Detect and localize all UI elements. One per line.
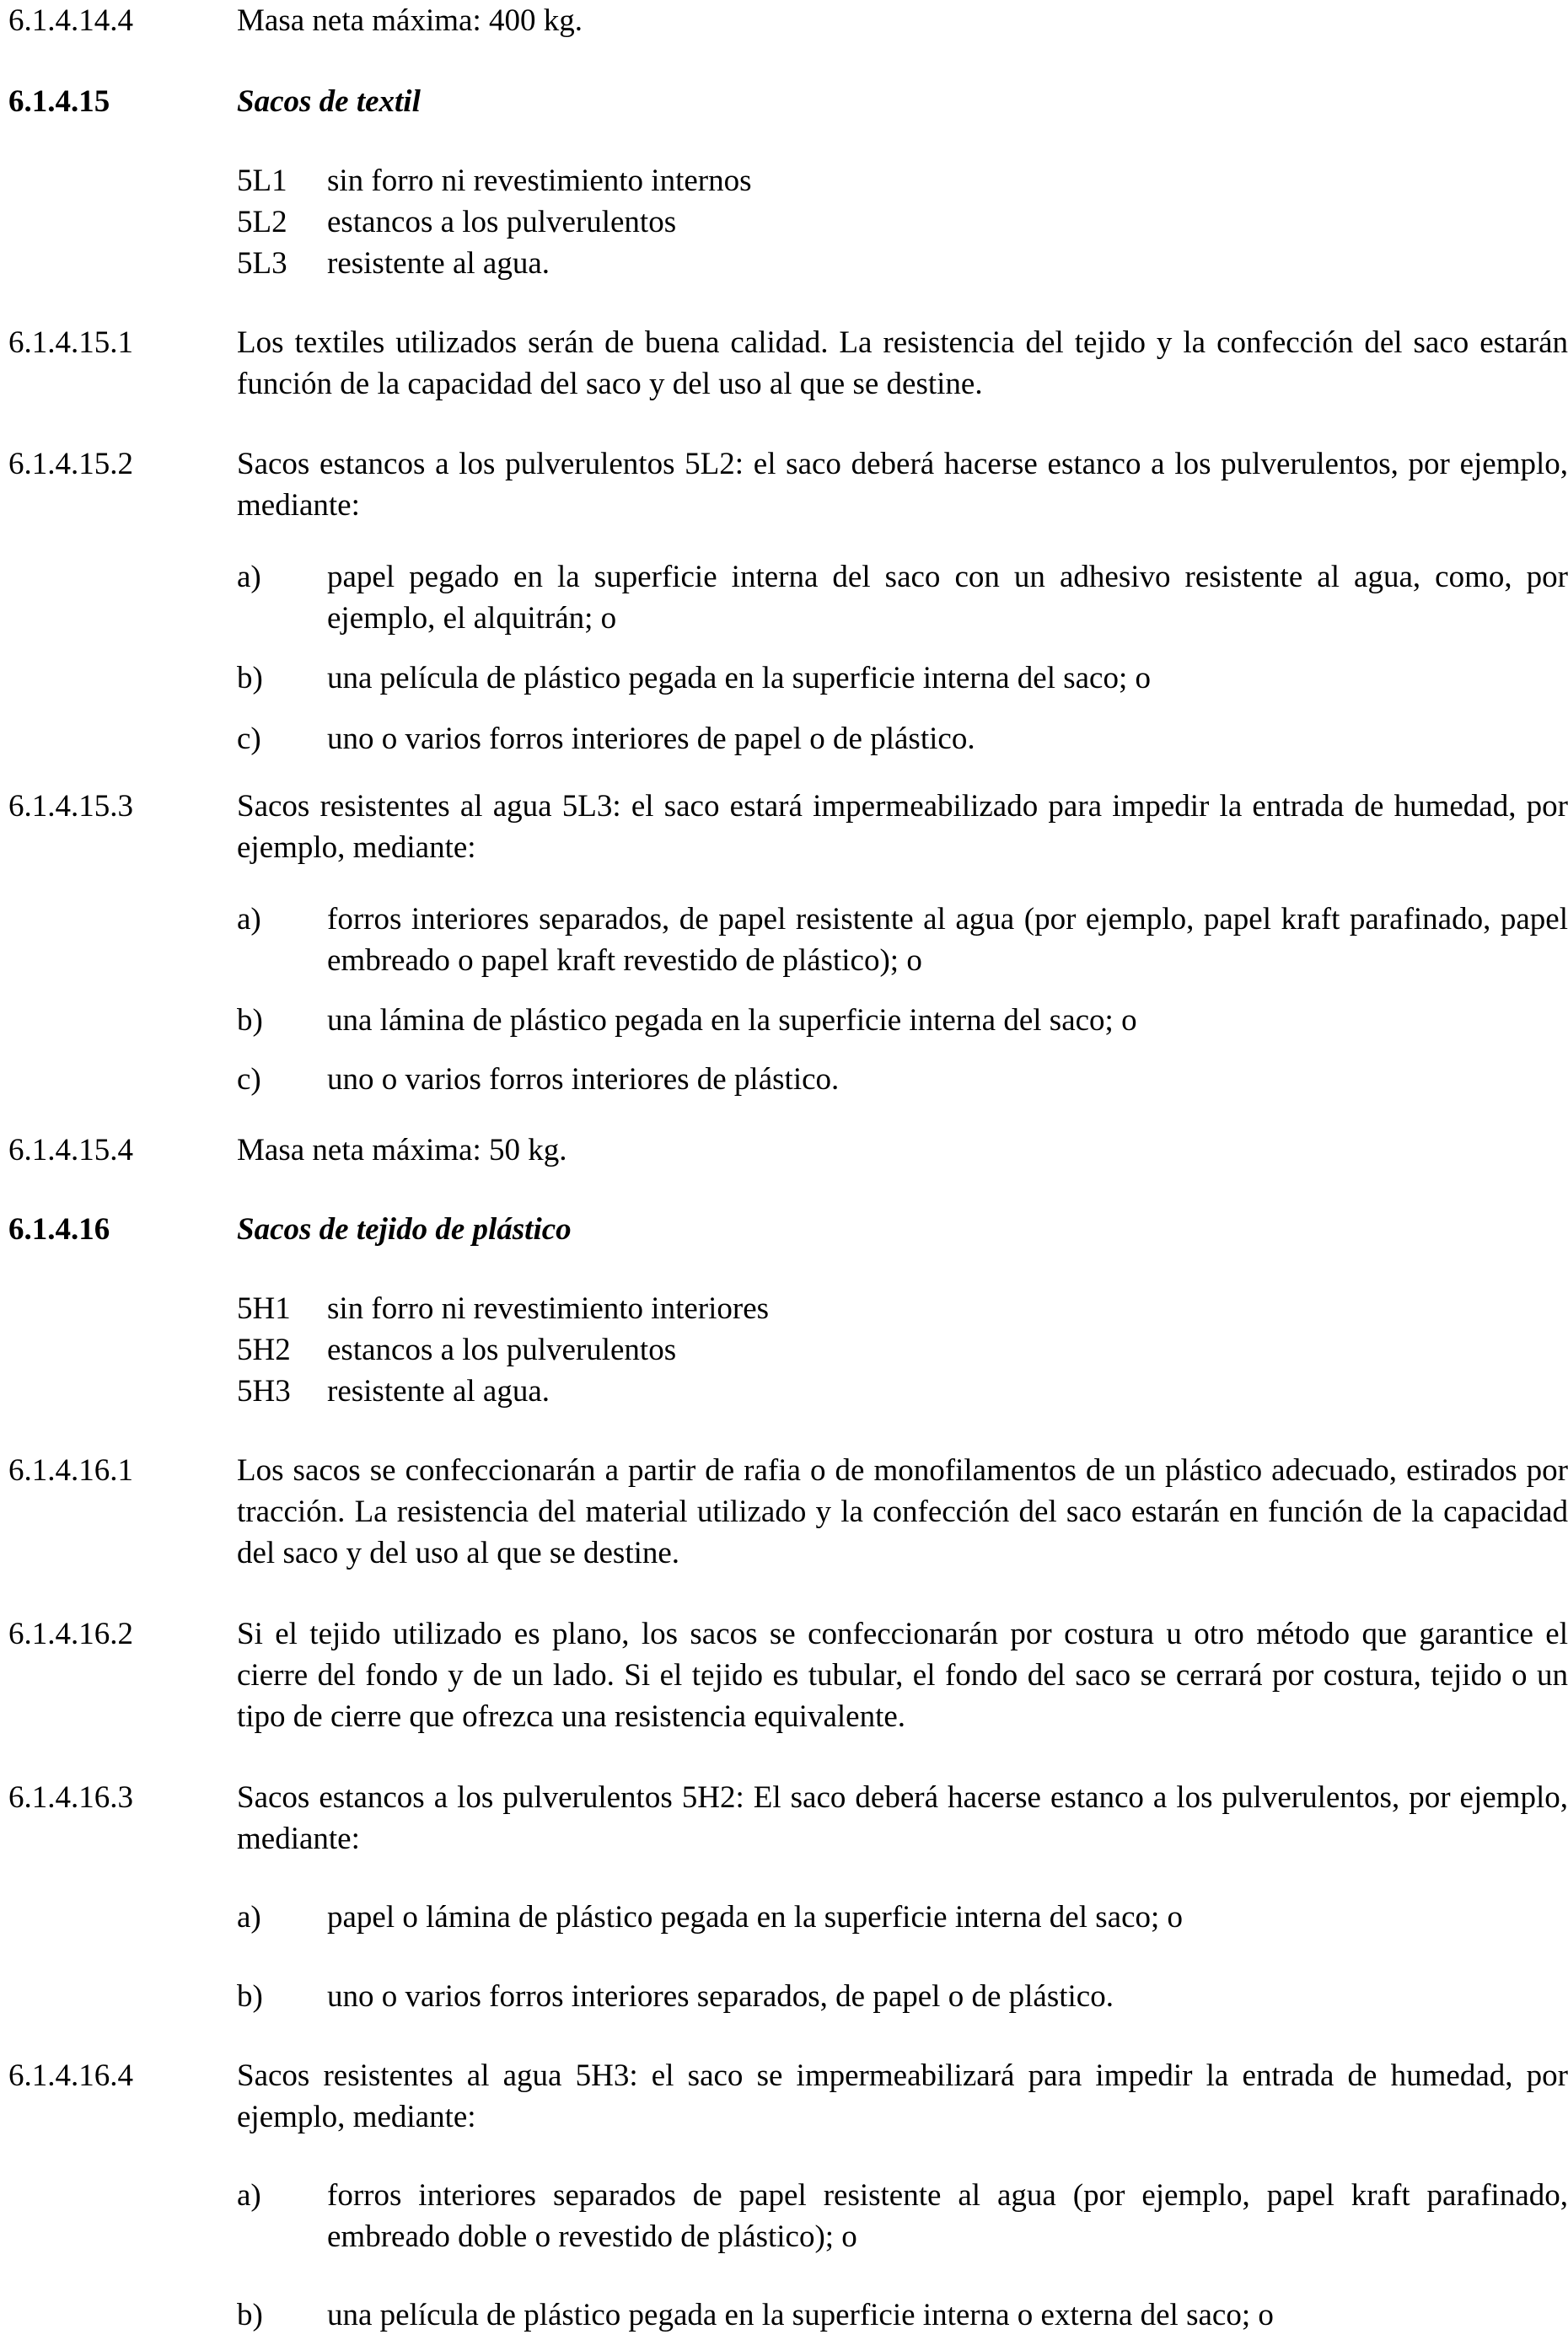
list-item-text: papel pegado en la superficie interna del saco con un adhesivo resistente al agua, como, por ejemplo, el alquitrán; o	[327, 560, 1568, 636]
code-description: resistente al agua.	[327, 246, 550, 281]
code-description: resistente al agua.	[327, 1374, 550, 1409]
list-item-text: una lámina de plástico pegada en la superficie interna del saco; o	[327, 1003, 1137, 1038]
list-item-text: papel o lámina de plástico pegada en la superficie interna del saco; o	[327, 1900, 1184, 1935]
code-label: 5H1	[237, 1291, 291, 1326]
paragraph-text: Si el tejido utilizado es plano, los sacos se confeccionarán por costura u otro método que garantice el cierre del fondo y de un lado. Si el tejido es tubular, el fondo del saco se cerrará por costura, tejido o un tipo de cierre que ofrezca una resistencia equivalente.	[237, 1617, 1568, 1734]
list-item-text: forros interiores separados, de papel resistente al agua (por ejemplo, papel kraft parafinado, papel embreado o papel kraft revestido de plástico); o	[327, 902, 1568, 978]
code-label: 5H2	[237, 1333, 291, 1367]
list-item-text: uno o varios forros interiores de plástico.	[327, 1062, 840, 1097]
code-label: 5L2	[237, 205, 287, 239]
code-description: estancos a los pulverulentos	[327, 205, 677, 239]
code-label: 5L3	[237, 246, 287, 281]
paragraph-number: 6.1.4.16.2	[8, 1617, 133, 1651]
paragraph-number: 6.1.4.16.4	[8, 2058, 133, 2093]
paragraph-text: Masa neta máxima: 50 kg.	[237, 1133, 567, 1167]
list-item-label: a)	[237, 2178, 261, 2213]
list-item-label: b)	[237, 1979, 263, 2014]
code-description: sin forro ni revestimiento internos	[327, 164, 752, 198]
list-item-label: a)	[237, 1900, 261, 1935]
section-number: 6.1.4.16	[8, 1212, 110, 1247]
paragraph-text: Sacos estancos a los pulverulentos 5L2: el saco deberá hacerse estanco a los pulverulentos, por ejemplo, mediante:	[237, 447, 1568, 523]
list-item-text: una película de plástico pegada en la superficie interna del saco; o	[327, 661, 1151, 695]
code-label: 5L1	[237, 164, 287, 198]
paragraph-number: 6.1.4.15.3	[8, 789, 133, 824]
list-item-label: b)	[237, 661, 263, 695]
list-item-label: b)	[237, 2298, 263, 2332]
code-description: sin forro ni revestimiento interiores	[327, 1291, 770, 1326]
paragraph-number: 6.1.4.15.4	[8, 1133, 133, 1167]
paragraph-text: Los sacos se confeccionarán a partir de rafia o de monofilamentos de un plástico adecuado, estirados por tracción. La resistencia del material utilizado y la confección del saco estarán en función de la capacidad del saco y del uso al que se destine.	[237, 1453, 1568, 1570]
list-item-label: c)	[237, 1062, 261, 1097]
code-label: 5H3	[237, 1374, 291, 1409]
list-item-label: c)	[237, 722, 261, 756]
list-item-text: una película de plástico pegada en la superficie interna o externa del saco; o	[327, 2298, 1274, 2332]
section-title: Sacos de textil	[237, 84, 421, 119]
paragraph-text: Sacos resistentes al agua 5H3: el saco se impermeabilizará para impedir la entrada de humedad, por ejemplo, mediante:	[237, 2058, 1568, 2134]
paragraph-number: 6.1.4.16.3	[8, 1780, 133, 1815]
paragraph-text: Sacos estancos a los pulverulentos 5H2: El saco deberá hacerse estanco a los pulverulentos, por ejemplo, mediante:	[237, 1780, 1568, 1856]
paragraph-text: Masa neta máxima: 400 kg.	[237, 3, 583, 38]
list-item-label: a)	[237, 902, 261, 937]
section-number: 6.1.4.15	[8, 84, 110, 119]
paragraph-text: Sacos resistentes al agua 5L3: el saco estará impermeabilizado para impedir la entrada de humedad, por ejemplo, mediante:	[237, 789, 1568, 865]
paragraph-number: 6.1.4.15.1	[8, 325, 133, 360]
paragraph-number: 6.1.4.15.2	[8, 447, 133, 481]
code-description: estancos a los pulverulentos	[327, 1333, 677, 1367]
paragraph-number: 6.1.4.16.1	[8, 1453, 133, 1488]
paragraph-number: 6.1.4.14.4	[8, 3, 133, 38]
list-item-label: b)	[237, 1003, 263, 1038]
paragraph-text: Los textiles utilizados serán de buena calidad. La resistencia del tejido y la confección del saco estarán función de la capacidad del saco y del uso al que se destine.	[237, 325, 1568, 401]
list-item-text: forros interiores separados de papel resistente al agua (por ejemplo, papel kraft parafinado, embreado doble o revestido de plástico); o	[327, 2178, 1568, 2254]
list-item-label: a)	[237, 560, 261, 594]
list-item-text: uno o varios forros interiores de papel o de plástico.	[327, 722, 975, 756]
section-title: Sacos de tejido de plástico	[237, 1212, 572, 1247]
list-item-text: uno o varios forros interiores separados, de papel o de plástico.	[327, 1979, 1114, 2014]
